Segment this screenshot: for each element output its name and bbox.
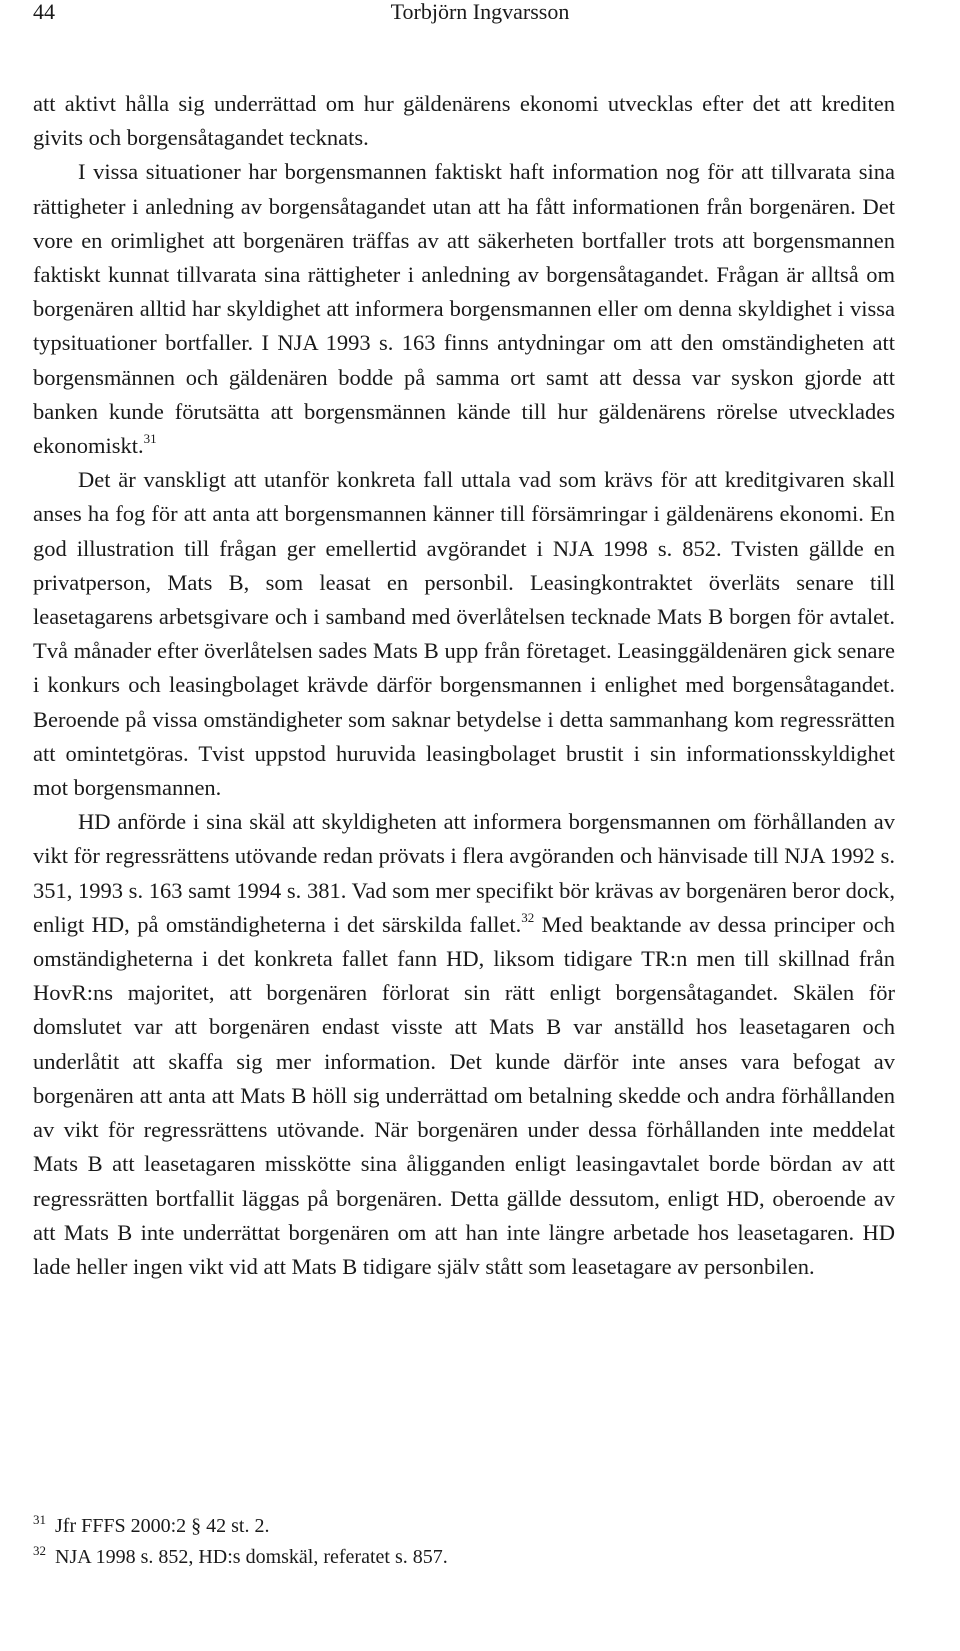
paragraph-3-text: Det är vanskligt att utanför konkreta fall uttala vad som krävs för att kreditgivaren skall anses ha fog för att anta att borgensmannen känner till försämringar i gäldenärens ekonomi. En god illustration till frågan ger emellertid avgörandet i NJA 1998 s. 852. Tvisten gällde en privatperson, Mats B, som leasat en personbil. Leasingkontraktet överläts senare till leasetagarens arbetsgivare och i samband med överlåtelsen tecknade Mats B borgen för avtalet. Två månader efter överlåtelsen sades Mats B upp från företaget. Leasinggäldenären gick senare i konkurs och leasingbolaget krävde därför borgensmannen i enlighet med borgensåtagandet. Beroende på vissa omständigheter som saknar betydelse i detta sammanhang kom regressrätten att omintetgöras. Tvist uppstod huruvida leasingbolaget brustit i sin informationsskyldighet mot borgensmannen. (33, 467, 895, 801)
body-text (33, 87, 895, 1284)
paragraph-1-text: att aktivt hålla sig underrättad om hur gäldenärens ekonomi utvecklas efter det att krediten givits och borgensåtagandet tecknats. (33, 91, 895, 151)
paragraph-3 (33, 463, 895, 805)
paragraph-1 (33, 87, 895, 155)
footnote-ref-31[interactable]: 31 (143, 431, 157, 447)
footnotes (33, 1511, 895, 1573)
paragraph-2-text: I vissa situationer har borgensmannen faktiskt haft information nog för att tillvarata sina rättigheter i anledning av borgensåtagandet utan att ha fått informationen från borgenären. Det vore en orimlighet att borgenären träffas av att säkerheten bortfaller trots att borgensmannen faktiskt kunnat tillvarata sina rättigheter i anledning av borgensåtagandet. Frågan är alltså om borgenären alltid har skyldighet att informera borgensmannen eller om denna skyldighet i vissa typsituationer bortfaller. I NJA 1993 s. 163 finns antydningar om att den omständigheten att borgensmännen och gäldenären bodde på samma ort samt att dessa var syskon gjorde att banken kunde förutsätta att borgensmännen kände till hur gäldenärens rörelse utvecklades ekonomiskt. (33, 159, 895, 459)
running-header-author: Torbjörn Ingvarsson (390, 0, 570, 24)
page-number: 44 (33, 0, 55, 24)
paragraph-4-text: HD anförde i sina skäl att skyldigheten att informera borgensmannen om förhållanden av vikt för regressrättens utövande redan prövats i flera avgöranden och hänvisade till NJA 1992 s. 351, 1993 s. 163 samt 1994 s. 381. Vad som mer specifikt bör krävas av borgenären beror dock, enligt HD, på omständigheterna i det särskilda fallet. (33, 809, 895, 937)
paragraph-2 (33, 155, 895, 463)
footnote-text: NJA 1998 s. 852, HD:s domskäl, referatet s. 857. (55, 1546, 448, 1568)
footnote-31: 31 Jfr FFFS 2000:2 § 42 st. 2. (33, 1512, 270, 1537)
paragraph-4-text-continued: Med beaktande av dessa principer och omständigheterna i det konkreta fallet fann HD, liksom tidigare TR:n men till skillnad från HovR:ns majoritet, att borgenären förlorat sin rätt enligt borgensåtagandet. Skälen för domslutet var att borgenären endast visste att Mats B var anställd hos leasetagaren och underlåtit att skaffa sig mer information. Det kunde därför inte anses vara befogat av borgenären att anta att Mats B höll sig underrättad om betalning skedde och andra förhållanden av vikt för regressrättens utövande. När borgenären under dessa förhållanden inte meddelat Mats B att leasetagaren misskötte sina åligganden enligt leasingavtalet borde bördan av att regressrätten bortfallit läggas på borgenären. Detta gällde dessutom, enligt HD, oberoende av att Mats B inte underrättat borgenären om att han inte längre arbetade hos leasetagaren. HD lade heller ingen vikt vid att Mats B tidigare själv stått som leasetagare av personbilen. (33, 911, 895, 1279)
footnote-ref-32[interactable]: 32 (521, 910, 535, 926)
paragraph-4 (33, 805, 895, 1284)
footnote-text: Jfr FFFS 2000:2 § 42 st. 2. (55, 1515, 270, 1537)
footnote-32: 32 NJA 1998 s. 852, HD:s domskäl, referatet s. 857. (33, 1543, 448, 1568)
